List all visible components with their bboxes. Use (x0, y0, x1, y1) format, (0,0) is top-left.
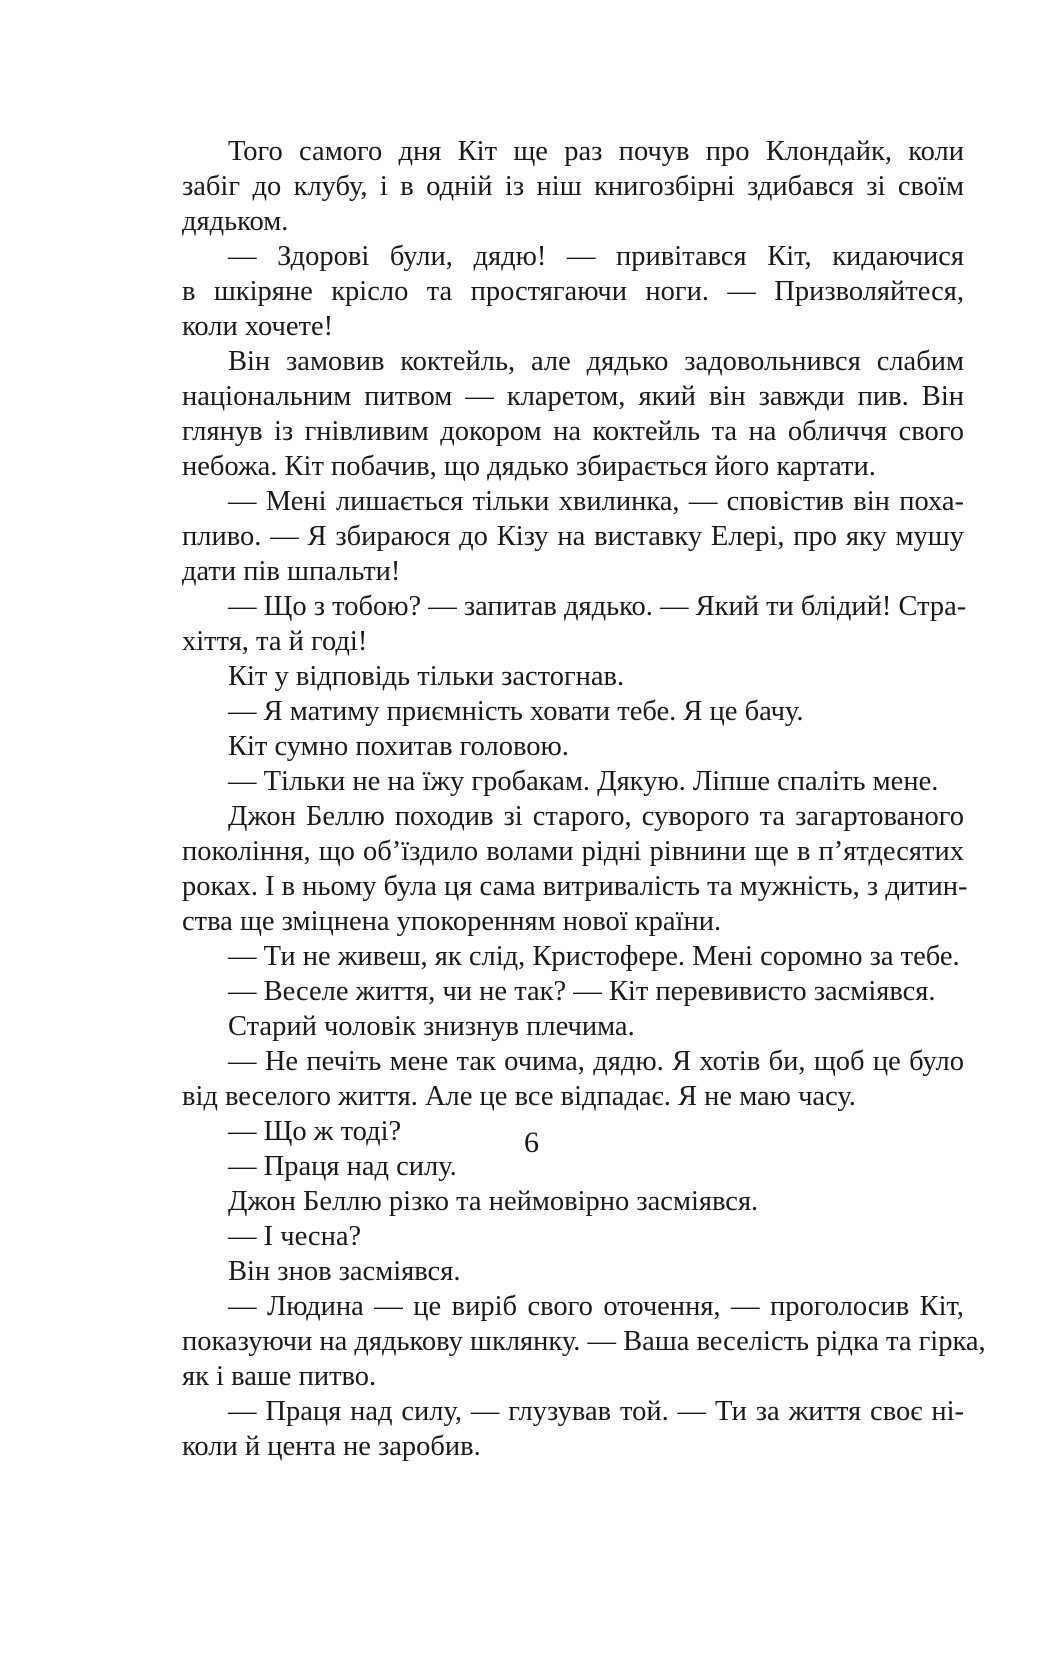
text-line: коли хочете! (182, 311, 334, 342)
text-line: пливо. — Я збираюся до Кізу на виставку Елері, про яку мушу (182, 521, 964, 552)
text-line: — Що з тобою? — запитав дядько. — Який ти блідий! Стра- (228, 591, 967, 622)
text-line: — Не печіть мене так очима, дядю. Я хотів би, щоб це було (228, 1046, 964, 1077)
text-line: Він знов засміявся. (228, 1256, 461, 1287)
text-line: показуючи на дядькову шклянку. — Ваша веселість рідка та гірка, (182, 1326, 986, 1357)
text-line: роках. І в ньому була ця сама витривалість та мужність, з дитин- (182, 871, 968, 902)
text-line: дядьком. (182, 206, 289, 237)
text-line: від веселого життя. Але це все відпадає. Я не маю часу. (182, 1081, 856, 1112)
text-line: — Мені лишається тільки хвилинка, — сповістив він поха- (228, 486, 964, 517)
text-line: дати пів шпальти! (182, 556, 401, 587)
text-line: хіття, та й годі! (182, 626, 368, 657)
page-number: 6 (524, 1126, 539, 1159)
text-line: забіг до клубу, і в одній із ніш книгозбірні здибався зі своїм (182, 171, 964, 202)
text-line: покоління, що об’їздило волами рідні рівнини ще в п’ятдесятих (182, 836, 964, 867)
text-line: Того самого дня Кіт ще раз почув про Клондайк, коли (228, 136, 964, 167)
text-line: — Ти не живеш, як слід, Кристофере. Мені соромно за тебе. (228, 941, 960, 972)
text-line: Він замовив коктейль, але дядько задовольнився слабим (228, 346, 964, 377)
text-line: небожа. Кіт побачив, що дядько збирається його картати. (182, 451, 876, 482)
text-line: — Людина — це виріб свого оточення, — проголосив Кіт, (228, 1291, 964, 1322)
text-line: Джон Беллю різко та неймовірно засміявся. (228, 1186, 759, 1217)
text-line: — Тільки не на їжу гробакам. Дякую. Ліпше спаліть мене. (228, 766, 939, 797)
text-line: — Веселе життя, чи не так? — Кіт перевивисто засміявся. (228, 976, 936, 1007)
text-line: — Праця над силу, — глузував той. — Ти за життя своє ні- (228, 1396, 964, 1427)
text-line: — Я матиму приємність ховати тебе. Я це бачу. (228, 696, 804, 727)
text-line: Старий чоловік знизнув плечима. (228, 1011, 635, 1042)
text-line: Джон Беллю походив зі старого, суворого та загартованого (228, 801, 964, 832)
text-line: Кіт у відповідь тільки застогнав. (228, 661, 625, 692)
text-line: коли й цента не заробив. (182, 1431, 481, 1462)
text-line: — І чесна? (228, 1221, 362, 1252)
text-line: як і ваше питво. (182, 1361, 377, 1392)
text-line: в шкіряне крісло та простягаючи ноги. — Призволяйтеся, (182, 276, 964, 307)
body-text (182, 134, 986, 1464)
text-line: — Праця над силу. (228, 1151, 457, 1182)
text-line: — Здорові були, дядю! — привітався Кіт, кидаючися (228, 241, 964, 272)
text-line: — Що ж тоді? (228, 1116, 402, 1147)
text-line: ства ще зміцнена упокоренням нової країни. (182, 906, 722, 937)
text-line: національним питвом — кларетом, який він завжди пив. Він (182, 381, 964, 412)
text-line: глянув із гнівливим докором на коктейль та на обличчя свого (182, 416, 964, 447)
text-line: Кіт сумно похитав головою. (228, 731, 569, 762)
